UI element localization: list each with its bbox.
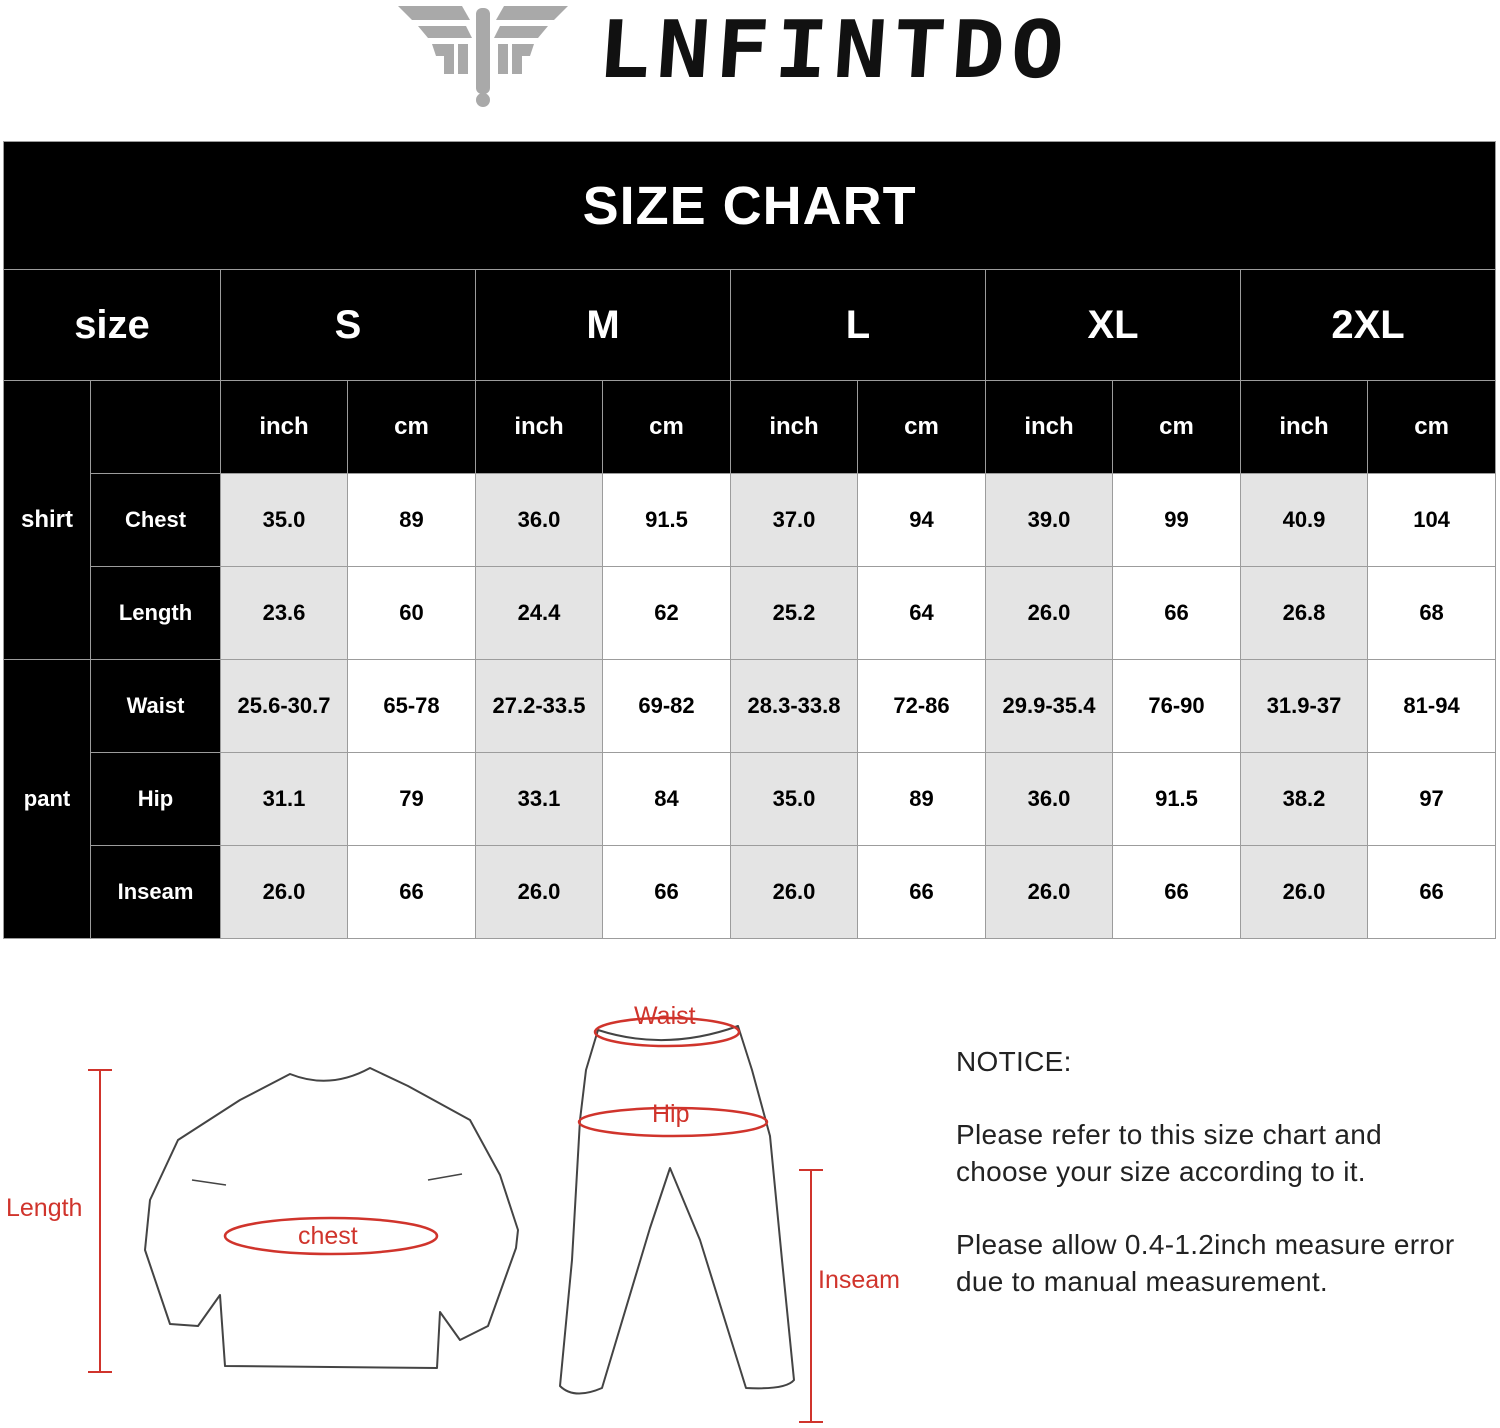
notice-line-1: Please refer to this size chart and choose your size according to it. <box>956 1119 1383 1187</box>
cell-value: 81-94 <box>1368 660 1496 753</box>
cell-value: 66 <box>1113 567 1241 660</box>
unit-corner-cell <box>91 381 221 474</box>
brand-name: LNFINTDO <box>594 3 1074 96</box>
cell-value: 76-90 <box>1113 660 1241 753</box>
length-measure-line <box>88 1070 112 1372</box>
cell-value: 99 <box>1113 474 1241 567</box>
unit-header-cm: cm <box>348 381 476 474</box>
brand-header <box>0 0 1500 130</box>
cell-value: 35.0 <box>221 474 348 567</box>
table-row-length <box>4 567 1496 660</box>
row-label-inseam: Inseam <box>91 846 221 939</box>
notice-line-2: Please allow 0.4-1.2inch measure error due to manual measurement. <box>956 1229 1455 1297</box>
cell-value: 66 <box>1368 846 1496 939</box>
cell-value: 31.9-37 <box>1241 660 1368 753</box>
cell-value: 35.0 <box>731 753 858 846</box>
cell-value: 91.5 <box>603 474 731 567</box>
cell-value: 65-78 <box>348 660 476 753</box>
cell-value: 31.1 <box>221 753 348 846</box>
cell-value: 26.0 <box>986 846 1113 939</box>
size-l-header: L <box>731 270 986 381</box>
chest-label: chest <box>298 1222 358 1250</box>
row-label-waist: Waist <box>91 660 221 753</box>
brand-logo-icon <box>392 0 576 112</box>
inseam-measure-line <box>799 1170 823 1422</box>
unit-header-inch: inch <box>986 381 1113 474</box>
cell-value: 72-86 <box>858 660 986 753</box>
waist-label: Waist <box>634 1002 696 1030</box>
cell-value: 84 <box>603 753 731 846</box>
cell-value: 66 <box>603 846 731 939</box>
notice-title: NOTICE: <box>956 1046 1072 1077</box>
chart-title: SIZE CHART <box>4 142 1496 270</box>
cell-value: 40.9 <box>1241 474 1368 567</box>
cell-value: 26.0 <box>1241 846 1368 939</box>
cell-value: 68 <box>1368 567 1496 660</box>
cell-value: 60 <box>348 567 476 660</box>
cell-value: 26.8 <box>1241 567 1368 660</box>
cell-value: 97 <box>1368 753 1496 846</box>
cell-value: 66 <box>1113 846 1241 939</box>
cell-value: 66 <box>858 846 986 939</box>
row-label-length: Length <box>91 567 221 660</box>
cell-value: 26.0 <box>986 567 1113 660</box>
cell-value: 23.6 <box>221 567 348 660</box>
cell-value: 89 <box>858 753 986 846</box>
cell-value: 29.9-35.4 <box>986 660 1113 753</box>
garment-illustration <box>0 960 940 1428</box>
length-label: Length <box>6 1194 83 1222</box>
unit-header-inch: inch <box>476 381 603 474</box>
unit-header-inch: inch <box>731 381 858 474</box>
cell-value: 27.2-33.5 <box>476 660 603 753</box>
cell-value: 62 <box>603 567 731 660</box>
unit-header-cm: cm <box>858 381 986 474</box>
cell-value: 69-82 <box>603 660 731 753</box>
cell-value: 89 <box>348 474 476 567</box>
cell-value: 28.3-33.8 <box>731 660 858 753</box>
notice-section <box>956 1043 1476 1300</box>
cell-value: 79 <box>348 753 476 846</box>
table-row-hip <box>4 753 1496 846</box>
cell-value: 25.2 <box>731 567 858 660</box>
group-pant: pant <box>4 660 91 939</box>
table-row-inseam <box>4 846 1496 939</box>
cell-value: 33.1 <box>476 753 603 846</box>
unit-header-cm: cm <box>603 381 731 474</box>
hip-label: Hip <box>652 1100 690 1128</box>
size-xl-header: XL <box>986 270 1241 381</box>
measurement-diagram <box>0 960 940 1428</box>
table-row-chest <box>4 474 1496 567</box>
unit-header-cm: cm <box>1368 381 1496 474</box>
size-chart <box>3 141 1495 937</box>
table-row-waist <box>4 660 1496 753</box>
cell-value: 25.6-30.7 <box>221 660 348 753</box>
row-label-chest: Chest <box>91 474 221 567</box>
cell-value: 37.0 <box>731 474 858 567</box>
cell-value: 91.5 <box>1113 753 1241 846</box>
group-shirt: shirt <box>4 381 91 660</box>
cell-value: 104 <box>1368 474 1496 567</box>
size-chart-table <box>3 141 1496 939</box>
cell-value: 26.0 <box>476 846 603 939</box>
size-m-header: M <box>476 270 731 381</box>
inseam-label: Inseam <box>818 1266 900 1294</box>
size-s-header: S <box>221 270 476 381</box>
size-header: size <box>4 270 221 381</box>
cell-value: 66 <box>348 846 476 939</box>
unit-header-inch: inch <box>221 381 348 474</box>
cell-value: 24.4 <box>476 567 603 660</box>
cell-value: 36.0 <box>986 753 1113 846</box>
cell-value: 26.0 <box>221 846 348 939</box>
row-label-hip: Hip <box>91 753 221 846</box>
cell-value: 39.0 <box>986 474 1113 567</box>
cell-value: 64 <box>858 567 986 660</box>
unit-header-inch: inch <box>1241 381 1368 474</box>
cell-value: 38.2 <box>1241 753 1368 846</box>
unit-header-cm: cm <box>1113 381 1241 474</box>
cell-value: 26.0 <box>731 846 858 939</box>
size-2xl-header: 2XL <box>1241 270 1496 381</box>
pants-outline <box>560 1026 794 1394</box>
cell-value: 36.0 <box>476 474 603 567</box>
cell-value: 94 <box>858 474 986 567</box>
